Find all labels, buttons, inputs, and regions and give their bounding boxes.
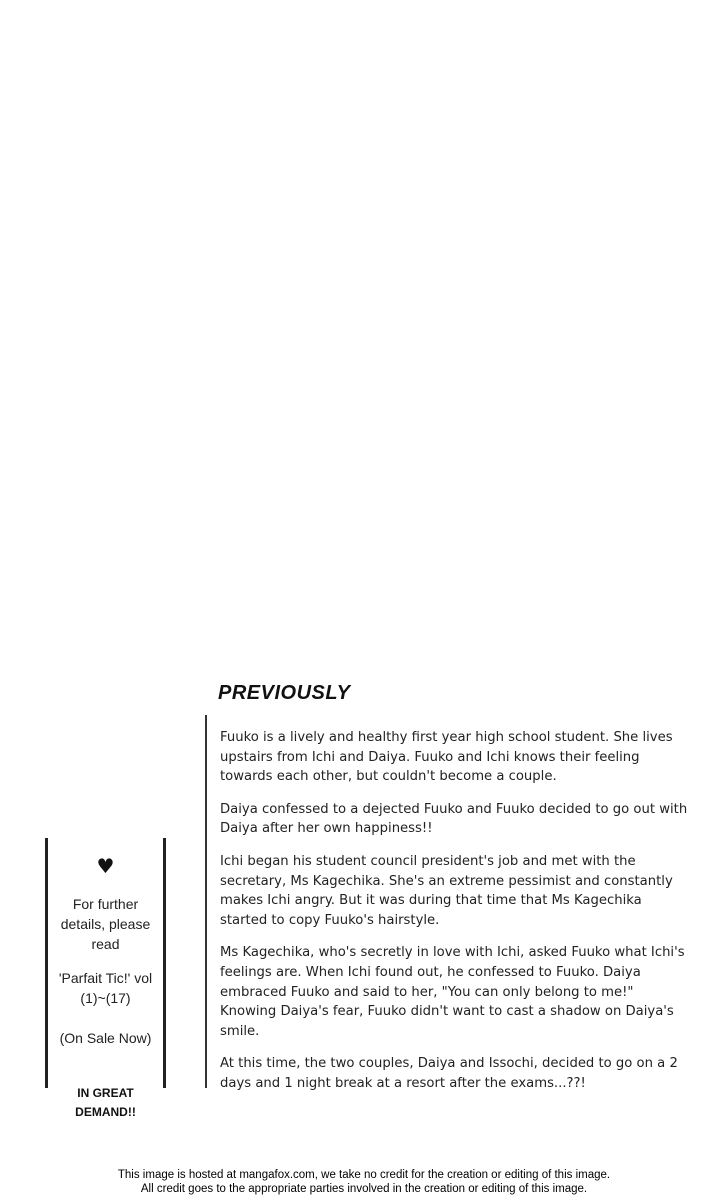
series-info-box xyxy=(45,838,166,1119)
summary-paragraph: At this time, the two couples, Daiya and Issochi, decided to go on a 2 days and 1 night break at a resort after the exams...??! xyxy=(220,1056,678,1091)
summary-paragraph: Fuuko is a lively and healthy first year high school student. She lives upstairs from Ichi and Daiya. Fuuko and Ichi knows their feeling towards each other, but couldn't become a couple. xyxy=(220,730,673,785)
demand-line-1: IN GREAT xyxy=(77,1086,134,1100)
summary-text xyxy=(220,728,690,1107)
details-text: For further details, please read xyxy=(60,896,151,952)
heart-icon: ♥ xyxy=(96,854,115,878)
summary-paragraph: Daiya confessed to a dejected Fuuko and Fuuko decided to go out with Daiya after her own happiness!! xyxy=(220,801,688,837)
section-heading: PREVIOUSLY xyxy=(218,682,351,704)
demand-badge xyxy=(48,1084,163,1122)
summary-paragraph: Ichi began his student council president's job and met with the secretary, Ms Kagechika. She's an extreme pessimist and constantly makes Ichi angry. But it was during that time that Ms Kagechika started to copy Fuuko's hairstyle. xyxy=(220,853,673,928)
credit-line-1: This image is hosted at mangafox.com, we take no credit for the creation or editing of this image. xyxy=(117,1169,611,1181)
credit-line-2: All credit goes to the appropriate parties involved in the creation or editing of this image. xyxy=(140,1183,588,1195)
vertical-divider xyxy=(205,715,207,1088)
summary-paragraph: Ms Kagechika, who's secretly in love with Ichi, asked Fuuko what Ichi's feelings are. When Ichi found out, he confessed to Fuuko. Daiya embraced Fuuko and said to her, "You can only belong to me!" Knowing Daiya's fear, Fuuko didn't want to cast a shadow on Daiya's smile. xyxy=(220,945,685,1039)
hosting-credit xyxy=(0,1168,728,1196)
series-title: 'Parfait Tic!' vol (1)~(17) xyxy=(58,970,153,1006)
sale-status: (On Sale Now) xyxy=(59,1030,152,1046)
demand-line-2: DEMAND!! xyxy=(75,1105,136,1119)
